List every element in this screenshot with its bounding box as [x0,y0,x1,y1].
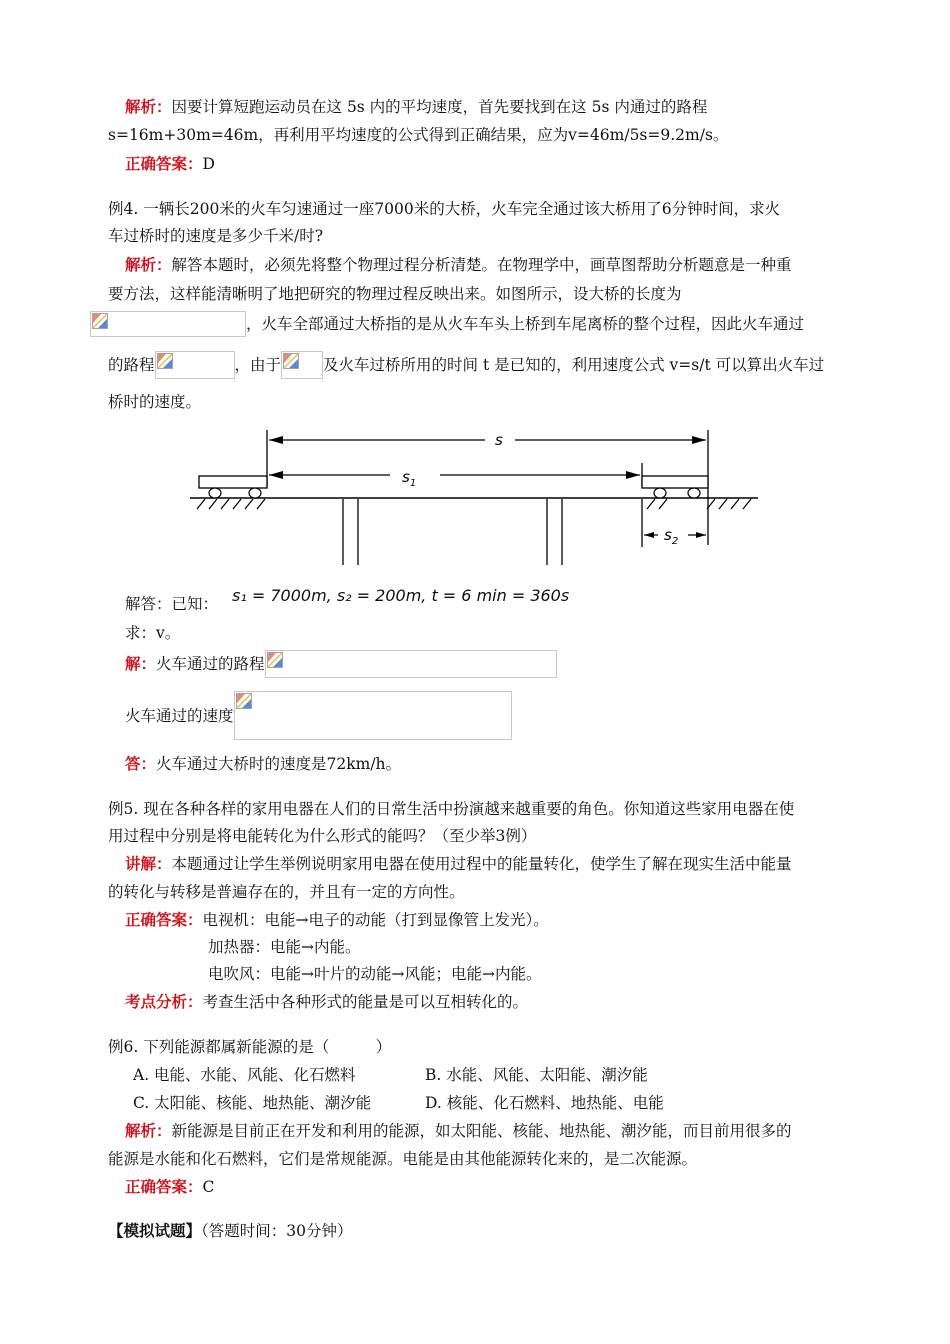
ex4-analysis-line-5: 桥时的速度。 [108,393,202,411]
solution-label: 解： [125,655,157,673]
ex6-option-a: A. 电能、水能、风能、化石燃料 [133,1066,356,1084]
ex6-option-b: B. 水能、风能、太阳能、潮汐能 [425,1066,648,1084]
formula-image-placeholder [155,351,235,379]
broken-image-icon [267,652,283,668]
ex5-explain-line-1: 讲解：本题通过让学生举例说明家用电器在使用过程中的能量转化，使学生了解在现实生活中能量 [125,855,792,873]
ex4-analysis-line-1: 解析：解答本题时，必须先将整个物理过程分析清楚。在物理学中，画草图帮助分析题意是一种重 [125,256,792,274]
ex5-answer-line-1: 正确答案：电视机：电能→电子的动能（打到显像管上发光）。 [125,911,549,929]
ex4-analysis-line-2: 要方法，这样能清晰明了地把研究的物理过程反映出来。如图所示，设大桥的长度为 [108,285,682,303]
answer-value: D [202,155,215,173]
ground-hatch-left [197,499,265,509]
broken-image-icon [157,353,173,369]
analysis-label: 解析： [125,256,172,274]
label-s1: $s_1$ [402,468,417,489]
arrow-head [692,436,706,444]
ex6-option-c: C. 太阳能、核能、地热能、潮汐能 [133,1094,372,1112]
ex4-answer-line: 答：火车通过大桥时的速度是72km/h。 [125,755,402,773]
train-right [642,476,708,498]
label-s2: $s_2$ [664,526,679,547]
answer-label: 正确答案： [125,911,203,929]
formula-image-placeholder [234,691,512,740]
bridge-diagram [190,425,770,570]
label-s: s [495,431,503,449]
ex5-question-line-1: 例5. 现在各种各样的家用电器在人们的日常生活中扮演越来越重要的角色。你知道这些家用电器在使 [108,800,795,818]
known-formula: s₁ = 7000m, s₂ = 200m, t = 6 min = 360s [232,586,570,605]
ex4-question-line-2: 车过桥时的速度是多少千米/时? [108,227,324,245]
arrow-head [626,471,640,479]
mock-test-heading [108,1221,353,1241]
analysis-label: 解析： [125,1122,172,1140]
ex4-known-line: 解答：已知： s₁ = 7000m, s₂ = 200m, t = 6 min = 360s [125,586,570,613]
formula-image-placeholder [281,351,323,379]
ex4-question-line-1: 例4. 一辆长200米的火车匀速通过一座7000米的大桥，火车完全通过该大桥用了6分钟时间，求火 [108,200,781,218]
ex6-answer [125,1177,214,1197]
ex6-analysis-line-2: 能源是水能和化石燃料，它们是常规能源。电能是由其他能源转化来的，是二次能源。 [108,1150,698,1168]
answer-label: 正确答案： [125,155,203,173]
ex3-answer [125,154,215,174]
ex3-analysis-line-2: s=16m+30m=46m，再利用平均速度的公式得到正确结果，应为v=46m/5s=9.2m/s。 [108,126,729,144]
ground-hatch-right [647,499,751,509]
ex4-find-line: 求：v。 [125,624,181,642]
answer-value: C [202,1178,215,1196]
analysis-label: 解析： [125,98,172,116]
train-left [199,476,267,498]
arrow-head [696,532,706,538]
ex6-question: 例6. 下列能源都属新能源的是（ ） [108,1038,392,1056]
broken-image-icon [236,693,252,709]
ex4-analysis-line-4: 的路程 ，由于 及火车过桥所用的时间 t 是已知的，利用速度公式 v=s/t 可以算出火车过 [108,351,824,379]
point-label: 考点分析： [125,993,203,1011]
formula-image-placeholder [265,650,557,678]
answer-label: 正确答案： [125,1178,203,1196]
ex5-answer-line-2: 加热器：电能→内能。 [208,938,361,956]
broken-image-icon [92,313,108,329]
arrow-head [269,436,283,444]
answer-label: 答： [125,755,157,773]
ex5-answer-line-3: 电吹风：电能→叶片的动能→风能；电能→内能。 [208,965,542,983]
ex5-explain-line-2: 的转化与转移是普遍存在的，并且有一定的方向性。 [108,883,465,901]
mock-title: 【模拟试题】 [108,1222,202,1240]
ex5-question-line-2: 用过程中分别是将电能转化为什么形式的能吗？（至少举3例） [108,827,537,845]
broken-image-icon [283,353,299,369]
mock-time: （答题时间：30分钟） [201,1222,353,1240]
ex6-analysis-line-1: 解析：新能源是目前正在开发和利用的能源，如太阳能、核能、地热能、潮汐能，而目前用很多的 [125,1122,792,1140]
bridge-pier [547,499,562,565]
ex4-analysis-line-3: ，火车全部通过大桥指的是从火车车头上桥到车尾离桥的整个过程，因此火车通过 [90,311,804,337]
bridge-pier [343,499,358,565]
explain-label: 讲解： [125,855,172,873]
formula-image-placeholder [90,311,246,337]
ex3-analysis-line-1: 解析：因要计算短跑运动员在这 5s 内的平均速度，首先要找到在这 5s 内通过的路程 [125,98,708,116]
ex6-option-d: D. 核能、化石燃料、地热能、电能 [425,1094,664,1112]
arrow-head [644,532,654,538]
ex5-point-line: 考点分析：考查生活中各种形式的能量是可以互相转化的。 [125,993,529,1011]
arrow-head [269,471,283,479]
ex4-solution-line-2: 火车通过的速度 [125,691,512,740]
ex4-solution-line-1: 解：火车通过的路程 [125,650,557,678]
